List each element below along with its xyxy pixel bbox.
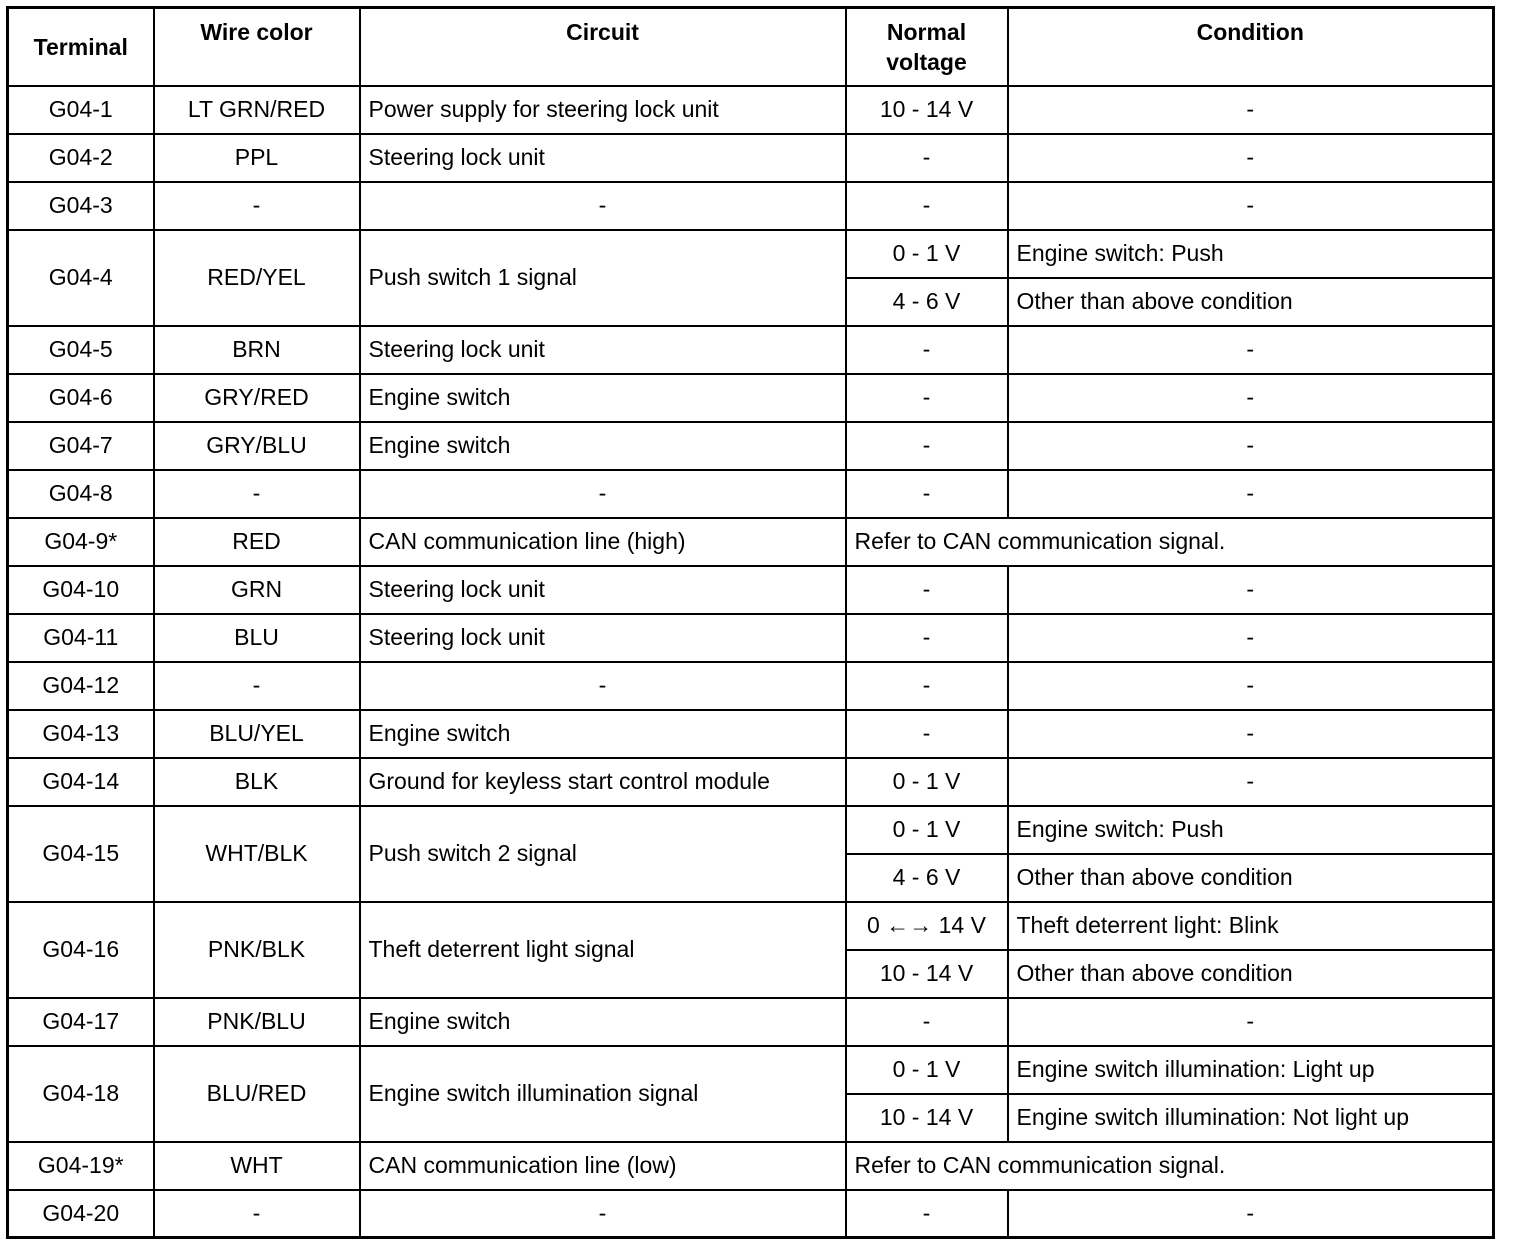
wire-color-cell: WHT/BLK — [154, 806, 360, 902]
header-normal-voltage-line2: voltage — [886, 49, 967, 75]
wire-color-cell: BLU/YEL — [154, 710, 360, 758]
terminal-cell: G04-12 — [8, 662, 154, 710]
table-body — [8, 86, 1494, 1238]
condition-cell: - — [1008, 326, 1494, 374]
circuit-cell: - — [360, 1190, 846, 1238]
circuit-cell: Engine switch — [360, 374, 846, 422]
terminal-cell: G04-7 — [8, 422, 154, 470]
terminal-cell: G04-4 — [8, 230, 154, 326]
terminal-cell: G04-8 — [8, 470, 154, 518]
voltage-cell: - — [846, 614, 1008, 662]
condition-cell: - — [1008, 710, 1494, 758]
voltage-cell: 0 - 1 V — [846, 758, 1008, 806]
table-row — [8, 422, 1494, 470]
table-row — [8, 326, 1494, 374]
wire-color-cell: BLU — [154, 614, 360, 662]
note-cell: Refer to CAN communication signal. — [846, 518, 1494, 566]
wire-color-cell: BRN — [154, 326, 360, 374]
circuit-cell: Ground for keyless start control module — [360, 758, 846, 806]
circuit-cell: Steering lock unit — [360, 134, 846, 182]
circuit-cell: Engine switch — [360, 710, 846, 758]
terminal-cell: G04-16 — [8, 902, 154, 998]
terminal-cell: G04-14 — [8, 758, 154, 806]
note-cell: Refer to CAN communication signal. — [846, 1142, 1494, 1190]
circuit-cell: Engine switch — [360, 998, 846, 1046]
condition-cell: - — [1008, 374, 1494, 422]
terminal-cell: G04-20 — [8, 1190, 154, 1238]
condition-cell: - — [1008, 662, 1494, 710]
wire-color-cell: WHT — [154, 1142, 360, 1190]
wire-color-cell: GRN — [154, 566, 360, 614]
table-row — [8, 566, 1494, 614]
voltage-cell: - — [846, 182, 1008, 230]
circuit-cell: CAN communication line (low) — [360, 1142, 846, 1190]
table-row — [8, 902, 1494, 950]
header-wire-color: Wire color — [154, 8, 360, 86]
voltage-cell: 0 ←→ 14 V — [846, 902, 1008, 950]
condition-cell: Engine switch: Push — [1008, 806, 1494, 854]
condition-cell: Other than above condition — [1008, 950, 1494, 998]
table-row — [8, 374, 1494, 422]
condition-cell: - — [1008, 614, 1494, 662]
header-normal-voltage — [846, 8, 1008, 86]
terminal-cell: G04-9* — [8, 518, 154, 566]
condition-cell: Other than above condition — [1008, 854, 1494, 902]
circuit-cell: Steering lock unit — [360, 614, 846, 662]
circuit-cell: - — [360, 662, 846, 710]
table-row — [8, 710, 1494, 758]
table-row — [8, 758, 1494, 806]
terminal-cell: G04-1 — [8, 86, 154, 134]
voltage-cell: - — [846, 998, 1008, 1046]
voltage-cell: - — [846, 566, 1008, 614]
voltage-cell: - — [846, 662, 1008, 710]
circuit-cell: Engine switch illumination signal — [360, 1046, 846, 1142]
voltage-cell: - — [846, 134, 1008, 182]
wire-color-cell: RED — [154, 518, 360, 566]
table-row — [8, 1190, 1494, 1238]
condition-cell: Engine switch: Push — [1008, 230, 1494, 278]
voltage-cell: 0 - 1 V — [846, 1046, 1008, 1094]
condition-cell: - — [1008, 566, 1494, 614]
terminal-cell: G04-5 — [8, 326, 154, 374]
table-row — [8, 662, 1494, 710]
condition-cell: Theft deterrent light: Blink — [1008, 902, 1494, 950]
condition-cell: - — [1008, 758, 1494, 806]
circuit-cell: CAN communication line (high) — [360, 518, 846, 566]
condition-cell: - — [1008, 1190, 1494, 1238]
header-row — [8, 8, 1494, 86]
wire-color-cell: LT GRN/RED — [154, 86, 360, 134]
circuit-cell: Push switch 2 signal — [360, 806, 846, 902]
condition-cell: Other than above condition — [1008, 278, 1494, 326]
circuit-cell: Power supply for steering lock unit — [360, 86, 846, 134]
terminal-cell: G04-19* — [8, 1142, 154, 1190]
terminal-cell: G04-15 — [8, 806, 154, 902]
voltage-cell: - — [846, 470, 1008, 518]
wire-color-cell: - — [154, 470, 360, 518]
wire-color-cell: - — [154, 182, 360, 230]
table-row — [8, 230, 1494, 278]
condition-cell: - — [1008, 182, 1494, 230]
table-row — [8, 806, 1494, 854]
circuit-cell: Push switch 1 signal — [360, 230, 846, 326]
wire-color-cell: BLK — [154, 758, 360, 806]
voltage-cell: - — [846, 710, 1008, 758]
circuit-cell: Theft deterrent light signal — [360, 902, 846, 998]
voltage-cell: - — [846, 326, 1008, 374]
table-row — [8, 998, 1494, 1046]
terminal-cell: G04-18 — [8, 1046, 154, 1142]
wire-color-cell: - — [154, 1190, 360, 1238]
circuit-cell: - — [360, 182, 846, 230]
wire-color-cell: - — [154, 662, 360, 710]
condition-cell: - — [1008, 86, 1494, 134]
voltage-cell: 4 - 6 V — [846, 854, 1008, 902]
circuit-cell: Steering lock unit — [360, 566, 846, 614]
table-row — [8, 470, 1494, 518]
table-row — [8, 86, 1494, 134]
header-circuit: Circuit — [360, 8, 846, 86]
condition-cell: - — [1008, 470, 1494, 518]
header-terminal: Terminal — [8, 8, 154, 86]
wire-color-cell: PPL — [154, 134, 360, 182]
terminal-cell: G04-13 — [8, 710, 154, 758]
terminal-cell: G04-10 — [8, 566, 154, 614]
voltage-cell: 10 - 14 V — [846, 1094, 1008, 1142]
table-row — [8, 614, 1494, 662]
voltage-cell: - — [846, 422, 1008, 470]
header-normal-voltage-line1: Normal — [886, 19, 967, 45]
condition-cell: - — [1008, 134, 1494, 182]
terminal-cell: G04-17 — [8, 998, 154, 1046]
voltage-cell: 10 - 14 V — [846, 950, 1008, 998]
terminal-cell: G04-3 — [8, 182, 154, 230]
condition-cell: Engine switch illumination: Light up — [1008, 1046, 1494, 1094]
condition-cell: - — [1008, 998, 1494, 1046]
circuit-cell: Engine switch — [360, 422, 846, 470]
table-row — [8, 182, 1494, 230]
voltage-cell: 10 - 14 V — [846, 86, 1008, 134]
circuit-cell: Steering lock unit — [360, 326, 846, 374]
terminal-cell: G04-2 — [8, 134, 154, 182]
wire-color-cell: BLU/RED — [154, 1046, 360, 1142]
header-condition: Condition — [1008, 8, 1494, 86]
circuit-cell: - — [360, 470, 846, 518]
wire-color-cell: GRY/RED — [154, 374, 360, 422]
terminal-cell: G04-11 — [8, 614, 154, 662]
terminal-table — [6, 6, 1495, 1239]
table-row — [8, 1142, 1494, 1190]
wire-color-cell: PNK/BLK — [154, 902, 360, 998]
wire-color-cell: GRY/BLU — [154, 422, 360, 470]
terminal-cell: G04-6 — [8, 374, 154, 422]
wire-color-cell: PNK/BLU — [154, 998, 360, 1046]
voltage-cell: 0 - 1 V — [846, 806, 1008, 854]
voltage-cell: - — [846, 1190, 1008, 1238]
table-row — [8, 518, 1494, 566]
voltage-cell: 4 - 6 V — [846, 278, 1008, 326]
condition-cell: Engine switch illumination: Not light up — [1008, 1094, 1494, 1142]
condition-cell: - — [1008, 422, 1494, 470]
wire-color-cell: RED/YEL — [154, 230, 360, 326]
table-row — [8, 1046, 1494, 1094]
voltage-cell: 0 - 1 V — [846, 230, 1008, 278]
voltage-cell: - — [846, 374, 1008, 422]
table-row — [8, 134, 1494, 182]
